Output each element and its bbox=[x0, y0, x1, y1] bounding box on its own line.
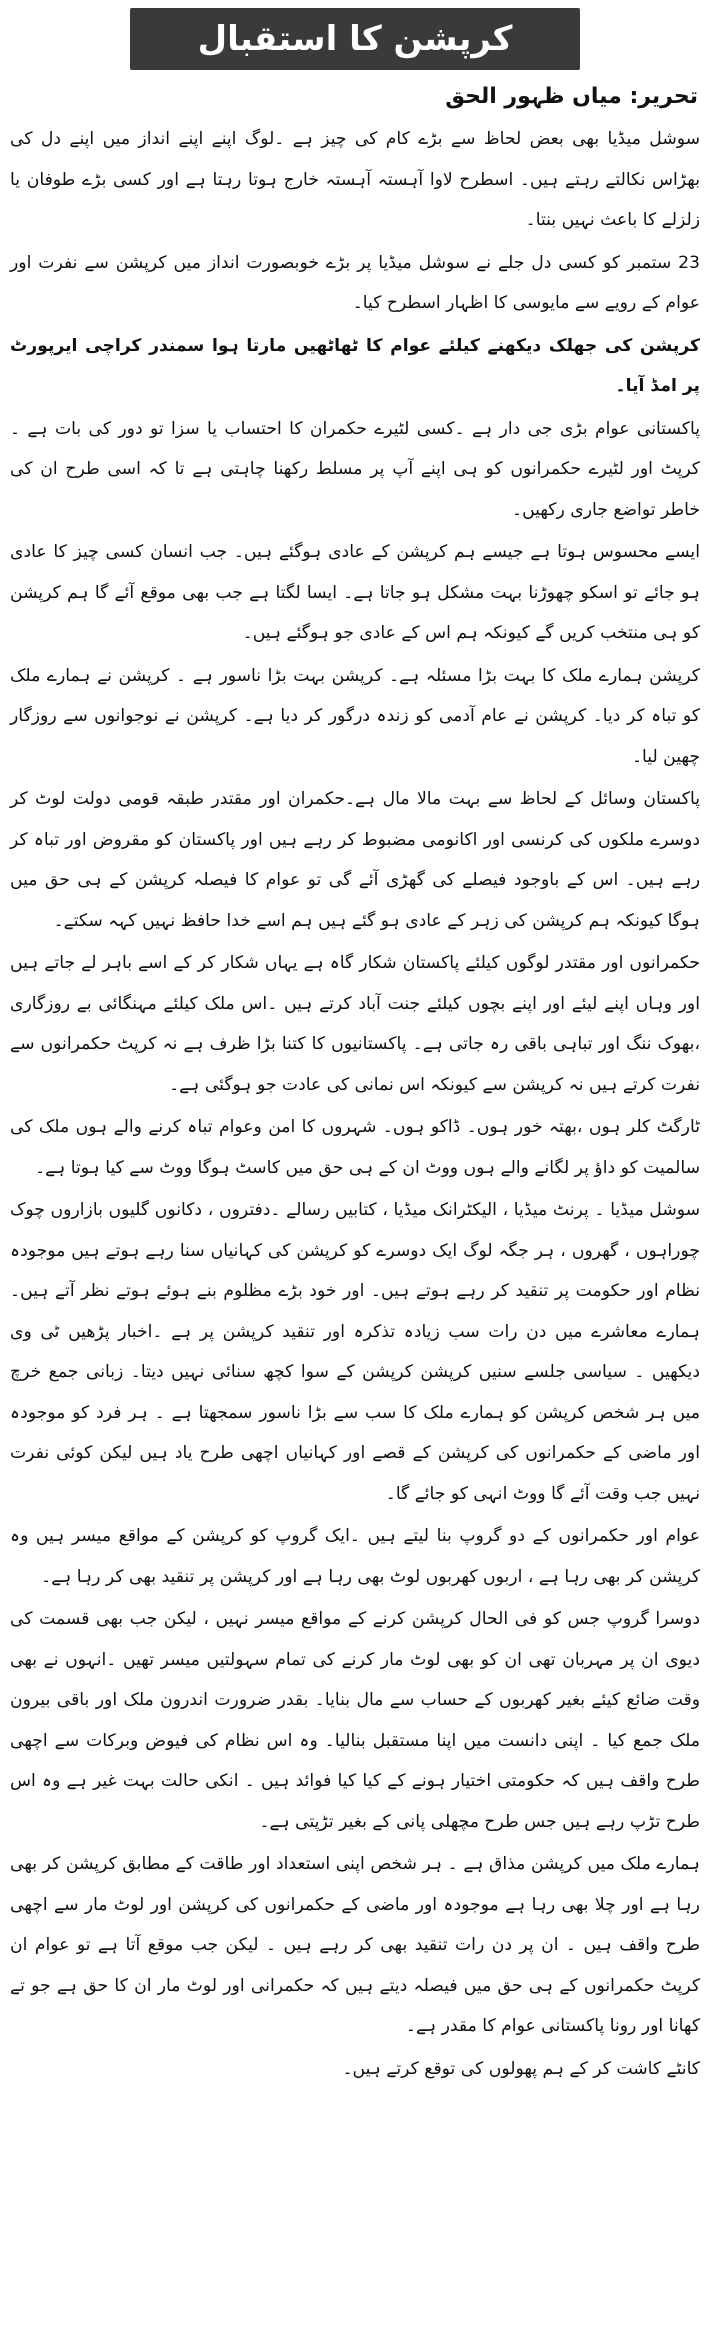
paragraph: کرپشن ہمارے ملک کا بہت بڑا مسئلہ ہے۔ کرپشن بہت بڑا ناسور ہے ۔ کرپشن نے ہمارے ملک کو تباہ کر دیا۔ کرپشن نے عام آدمی کو زندہ درگور کر دیا ہے۔ کرپشن نے نوجوانوں سے روزگار چھین لیا۔ bbox=[10, 665, 700, 767]
paragraph: ایسے محسوس ہوتا ہے جیسے ہم کرپشن کے عادی ہوگئے ہیں۔ جب انسان کسی چیز کا عادی ہو جائے تو اسکو چھوڑنا بہت مشکل ہو جاتا ہے۔ ایسا لگتا ہے جب بھی موقع آئے گا ہم کرپشن کو ہی منتخب کریں گے کیونکہ ہم اس کے عادی جو ہوگئے ہیں۔ bbox=[10, 542, 700, 643]
paragraph: سوشل میڈیا بھی بعض لحاظ سے بڑے کام کی چیز ہے ۔لوگ اپنے اپنے انداز میں اپنے دل کی بھڑاس نکالتے رہتے ہیں۔ اسطرح لاوا آہستہ آہستہ خارج ہوتا رہتا ہے اور کسی بڑے طوفان یا زلزلے کا باعث نہیں بنتا۔ bbox=[10, 129, 700, 230]
paragraph: پاکستانی عوام بڑی جی دار ہے ۔کسی لٹیرے حکمران کا احتساب یا سزا تو دور کی بات ہے ۔کرپٹ اور لٹیرے حکمرانوں کو ہی اپنے آپ پر مسلط رکھنا چاہتی ہے تا کہ اسی طرح ان کی خاطر تواضع جاری رکھیں۔ bbox=[10, 418, 700, 520]
paragraph: 23 ستمبر کو کسی دل جلے نے سوشل میڈیا پر بڑے خوبصورت انداز میں کرپشن سے نفرت اور عوام کے رویے سے مایوسی کا اظہار اسطرح کیا۔ bbox=[10, 252, 700, 313]
article-byline: تحریر: میاں ظہور الحق bbox=[445, 84, 698, 109]
paragraph: دوسرا گروپ جس کو فی الحال کرپشن کرنے کے مواقع میسر نہیں ، لیکن جب بھی قسمت کی دیوی ان پر مہربان تھی ان کو بھی لوٹ مار کرنے کی تمام سہولتیں میسر تھیں ۔انہوں نے بھی وقت ضائع کیئے بغیر کھربوں کے حساب سے مال بنایا۔ بقدر ضرورت اندرون ملک اور باقی بیرون ملک جمع کیا ۔ اپنی دانست میں اپنا مستقبل بنالیا۔ وہ اس نظام کی فیوض وبرکات سے اچھی طرح واقف ہیں کہ حکومتی اختیار ہونے کے کیا کیا فوائد ہیں ۔ انکی حالت بہت غیر ہے وہ اس طرح تڑپ رہے ہیں جس طرح مچھلی پانی کے بغیر تڑپتی ہے۔ bbox=[10, 1609, 700, 1832]
paragraph: پاکستان وسائل کے لحاظ سے بہت مالا مال ہے۔حکمران اور مقتدر طبقہ قومی دولت لوٹ کر دوسرے ملکوں کی کرنسی اور اکانومی مضبوط کر رہے ہیں اور پاکستان کو مقروض اور تباہ کر رہے ہیں۔ اس کے باوجود فیصلے کی گھڑی آئے گی تو عوام کا فیصلہ کرپشن کے ہی حق میں ہوگا کیونکہ ہم کرپشن کی زہر کے عادی ہو گئے ہیں ہم اسے خدا حافظ نہیں کہہ سکتے۔ bbox=[10, 789, 700, 931]
article-title: کرپشن کا استقبال bbox=[130, 8, 580, 70]
paragraph: حکمرانوں اور مقتدر لوگوں کیلئے پاکستان شکار گاہ ہے یہاں شکار کر کے اسے باہر لے جاتے ہیں اور وہاں اپنے لیئے اور اپنے بچوں کیلئے جنت آباد کرتے ہیں ۔اس ملک کیلئے مہنگائی بے روزگاری ،بھوک ننگ اور تباہی باقی رہ جاتی ہے۔ پاکستانیوں کا کتنا بڑا ظرف ہے نہ کرپٹ حکمرانوں سے نفرت کرتے ہیں نہ کرپشن سے کیونکہ اس نمانی کی عادت جو ہوگئی ہے۔ bbox=[10, 953, 700, 1095]
paragraph: ہمارے ملک میں کرپشن مذاق ہے ۔ ہر شخص اپنی استعداد اور طاقت کے مطابق کرپشن کر بھی رہا ہے اور چلا بھی رہا ہے موجودہ اور ماضی کے حکمرانوں کی کرپشن اور لوٹ مار سے اچھی طرح واقف ہیں ۔ ان پر دن رات تنقید بھی کر رہے ہیں ۔ لیکن جب موقع آتا ہے تو عوام ان کرپٹ حکمرانوں کے ہی حق میں فیصلہ دیتے ہیں کہ حکمرانی اور لوٹ مار ان کا حق ہے جو تے کھانا اور رونا پاکستانی عوام کا مقدر ہے۔ bbox=[10, 1854, 700, 2036]
paragraph: عوام اور حکمرانوں کے دو گروپ بنا لیتے ہیں ۔ایک گروپ کو کرپشن کے مواقع میسر ہیں وہ کرپشن کر بھی رہا ہے ، اربوں کھربوں لوٹ بھی رہا ہے اور کرپشن پر تنقید بھی کر رہا ہے۔ bbox=[10, 1526, 700, 1587]
paragraph-highlight: کرپشن کی جھلک دیکھنے کیلئے عوام کا ٹھاٹھیں مارتا ہوا سمندر کراچی ایرپورٹ پر امڈ آیا۔ bbox=[10, 335, 700, 396]
paragraph: سوشل میڈیا ۔ پرنٹ میڈیا ، الیکٹرانک میڈیا ، کتابیں رسالے ۔دفتروں ، دکانوں گلیوں بازاروں چوک چوراہوں ، گھروں ، ہر جگہ لوگ ایک دوسرے کو کرپشن کی کہانیاں سنا رہے ہوتے ہیں موجودہ نظام اور حکومت پر تنقید کر رہے ہوتے ہیں۔ اور خود بڑے مظلوم بنے ہوئے ہوتے نظر آتے ہیں۔ ہمارے معاشرے میں دن رات سب زیادہ تذکرہ اور تنقید کرپشن پر ہے ۔اخبار پڑھیں ٹی وی دیکھیں ۔ سیاسی جلسے سنیں کرپشن کرپشن کے سوا کچھ سنائی نہیں دیتا۔ زبانی جمع خرچ میں ہر شخص کرپشن کو ہمارے ملک کا سب سے بڑا ناسور سمجھتا ہے ۔ ہر فرد کو موجودہ اور ماضی کے حکمرانوں کی کرپشن کے قصے اور کہانیاں اچھی طرح یاد ہیں لیکن کوئی نفرت نہیں جب وقت آئے گا ووٹ انہی کو جائے گا۔ bbox=[10, 1200, 700, 1504]
paragraph: کانٹے کاشت کر کے ہم پھولوں کی توقع کرتے ہیں۔ bbox=[342, 2058, 700, 2079]
paragraph: ٹارگٹ کلر ہوں ،بھتہ خور ہوں۔ ڈاکو ہوں۔ شہروں کا امن وعوام تباہ کرنے والے ہوں ملک کی سالمیت کو داؤ پر لگانے والے ہوں ووٹ ان کے ہی حق میں کاسٹ ہوگا ووٹ سے کیا ہوتا ہے۔ bbox=[10, 1117, 700, 1178]
article-body bbox=[10, 119, 700, 2089]
